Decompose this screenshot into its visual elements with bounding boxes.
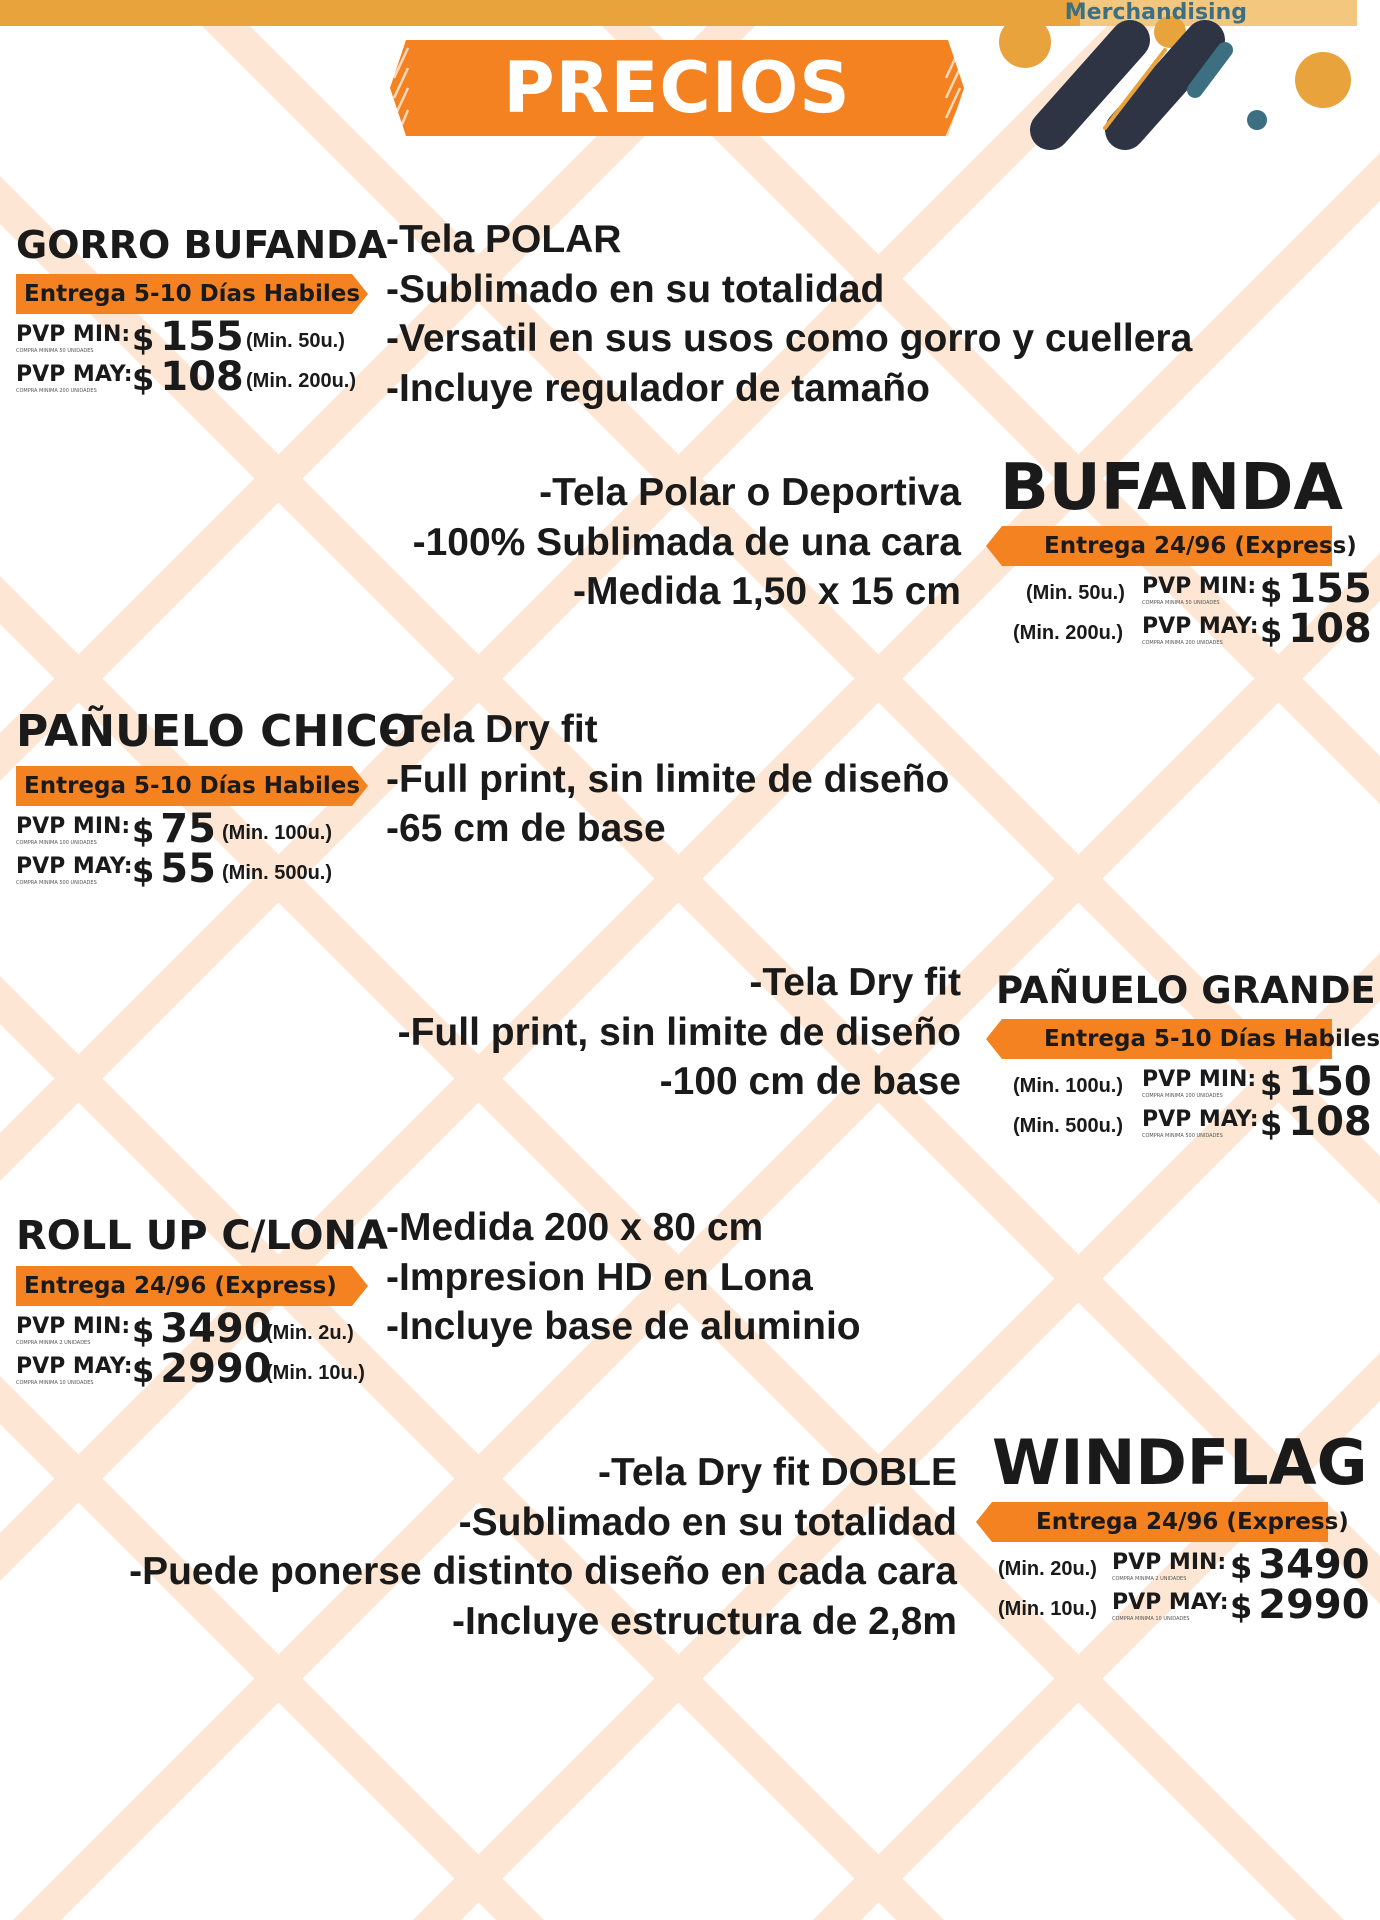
features-gorro-bufanda	[386, 215, 1192, 413]
price-label: PVP MIN: COMPRA MINIMA 50 UNIDADES	[1142, 574, 1257, 606]
price-value: $ 75	[132, 806, 216, 852]
price-row-min	[16, 1306, 396, 1352]
min-quantity: (Min. 100u.)	[1013, 1075, 1124, 1097]
feature-line: -100% Sublimada de una cara	[412, 520, 961, 564]
product-name: PAÑUELO CHICO	[16, 706, 416, 757]
feature-line: -Tela Dry fit DOBLE	[598, 1451, 957, 1494]
price-value: $ 3490	[1230, 1542, 1370, 1588]
price-value: $ 2990	[132, 1346, 272, 1392]
price-row-may	[976, 1582, 1370, 1628]
price-label: PVP MIN: COMPRA MINIMA 2 UNIDADES	[16, 1314, 131, 1346]
price-value: $ 155	[1260, 566, 1372, 612]
price-row-may	[16, 1346, 396, 1392]
price-label: PVP MAY: COMPRA MINIMA 10 UNIDADES	[16, 1354, 133, 1386]
features-windflag	[129, 1448, 957, 1646]
delivery-text: Entrega 5-10 Días Habiles	[24, 281, 361, 307]
min-quantity: (Min. 200u.)	[1013, 622, 1124, 644]
brand-logo	[995, 10, 1355, 160]
feature-line: -Full print, sin limite de diseño	[397, 1010, 961, 1054]
features-roll-up	[386, 1203, 861, 1352]
min-quantity: (Min. 500u.)	[1013, 1115, 1124, 1137]
product-name: WINDFLAG	[992, 1426, 1368, 1499]
product-gorro-bufanda	[16, 223, 388, 400]
delivery-text: Entrega 24/96 (Express)	[1044, 533, 1357, 559]
price-row-may	[986, 606, 1372, 652]
price-row-min	[986, 1059, 1372, 1105]
min-quantity: (Min. 100u.)	[222, 822, 333, 844]
delivery-badge	[976, 1502, 1349, 1542]
brand-label: Merchandising	[1064, 0, 1247, 25]
price-label: PVP MAY: COMPRA MINIMA 500 UNIDADES	[16, 854, 133, 886]
price-label: PVP MAY: COMPRA MINIMA 500 UNIDADES	[1142, 1107, 1259, 1139]
delivery-badge	[16, 1266, 368, 1306]
feature-line: -Medida 1,50 x 15 cm	[572, 570, 961, 613]
product-name: ROLL UP C/LONA	[16, 1213, 388, 1259]
delivery-text: Entrega 24/96 (Express)	[24, 1273, 337, 1299]
price-row-min	[16, 314, 376, 360]
features-bufanda	[413, 468, 961, 617]
product-bufanda	[986, 451, 1372, 652]
min-quantity: (Min. 500u.)	[222, 862, 333, 884]
price-value: $ 3490	[132, 1306, 272, 1352]
feature-line: -Versatil en sus usos como gorro y cuellera	[386, 317, 1193, 360]
feature-line: -Medida 200 x 80 cm	[386, 1206, 764, 1249]
price-row-min	[976, 1542, 1370, 1588]
delivery-badge	[986, 526, 1357, 566]
price-value: $ 108	[132, 354, 244, 400]
delivery-badge	[16, 766, 368, 806]
price-value: $ 2990	[1230, 1582, 1370, 1628]
feature-line: -Incluye estructura de 2,8m	[451, 1599, 957, 1643]
price-row-may	[16, 354, 376, 400]
features-panuelo-chico	[386, 705, 949, 854]
price-row-min	[986, 566, 1372, 612]
feature-line: -Impresion HD en Lona	[386, 1255, 813, 1299]
price-label: PVP MAY: COMPRA MINIMA 200 UNIDADES	[16, 362, 133, 394]
feature-line: -Tela Dry fit	[386, 708, 598, 751]
feature-line: -Incluye base de aluminio	[386, 1305, 861, 1348]
features-panuelo-grande	[398, 958, 961, 1107]
min-quantity: (Min. 10u.)	[266, 1362, 365, 1384]
price-label: PVP MIN: COMPRA MINIMA 50 UNIDADES	[16, 322, 131, 354]
feature-line: -Tela Polar o Deportiva	[539, 471, 961, 514]
price-label: PVP MAY: COMPRA MINIMA 200 UNIDADES	[1142, 614, 1259, 646]
min-quantity: (Min. 50u.)	[246, 330, 345, 352]
delivery-badge	[16, 274, 368, 314]
price-row-may	[986, 1099, 1372, 1145]
min-quantity: (Min. 20u.)	[998, 1558, 1097, 1580]
price-label: PVP MIN: COMPRA MINIMA 2 UNIDADES	[1112, 1550, 1227, 1582]
product-name: GORRO BUFANDA	[16, 223, 388, 267]
feature-line: -65 cm de base	[386, 807, 666, 850]
min-quantity: (Min. 50u.)	[1026, 582, 1125, 604]
feature-line: -Incluye regulador de tamaño	[386, 366, 930, 410]
price-value: $ 108	[1260, 606, 1372, 652]
price-label: PVP MIN: COMPRA MINIMA 100 UNIDADES	[1142, 1067, 1257, 1099]
price-value: $ 155	[132, 314, 244, 360]
price-value: $ 150	[1260, 1059, 1372, 1105]
price-value: $ 108	[1260, 1099, 1372, 1145]
product-windflag	[976, 1426, 1370, 1628]
feature-line: -Sublimado en su totalidad	[386, 267, 885, 311]
product-panuelo-grande	[986, 969, 1380, 1145]
min-quantity: (Min. 2u.)	[266, 1322, 354, 1344]
price-label: PVP MIN: COMPRA MINIMA 100 UNIDADES	[16, 814, 131, 846]
price-row-min	[16, 806, 386, 852]
feature-line: -Full print, sin limite de diseño	[386, 757, 950, 801]
delivery-text: Entrega 24/96 (Express)	[1036, 1509, 1349, 1535]
min-quantity: (Min. 200u.)	[246, 370, 357, 392]
delivery-text: Entrega 5-10 Días Habiles	[1044, 1026, 1380, 1052]
product-name: PAÑUELO GRANDE	[996, 969, 1376, 1012]
feature-line: -Puede ponerse distinto diseño en cada cara	[129, 1550, 957, 1593]
feature-line: -Tela Dry fit	[749, 961, 961, 1004]
product-name: BUFANDA	[1000, 451, 1343, 525]
delivery-text: Entrega 5-10 Días Habiles	[24, 773, 361, 799]
feature-line: -Tela POLAR	[386, 218, 622, 261]
price-row-may	[16, 846, 386, 892]
delivery-badge	[986, 1019, 1380, 1059]
feature-line: -Sublimado en su totalidad	[458, 1500, 957, 1544]
product-roll-up	[16, 1213, 396, 1392]
min-quantity: (Min. 10u.)	[998, 1598, 1097, 1620]
page-title: PRECIOS	[503, 47, 851, 129]
price-label: PVP MAY: COMPRA MINIMA 10 UNIDADES	[1112, 1590, 1229, 1622]
price-value: $ 55	[132, 846, 216, 892]
product-panuelo-chico	[16, 706, 416, 892]
feature-line: -100 cm de base	[659, 1060, 961, 1103]
